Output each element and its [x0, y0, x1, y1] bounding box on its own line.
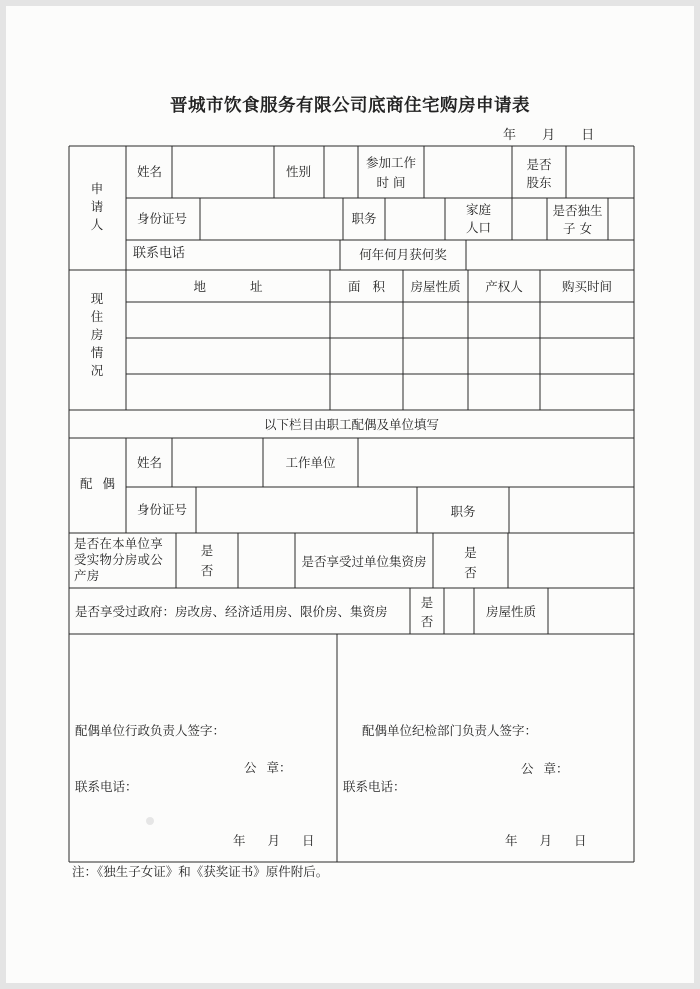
- spouse-name-label: 姓名: [137, 455, 163, 470]
- left-signer-label: 配偶单位行政负责人签字：: [75, 723, 226, 738]
- header-date: 年 月 日: [503, 128, 595, 143]
- q1-no: 否: [200, 563, 214, 578]
- applicant-gender-label: 性别: [286, 164, 312, 179]
- work-time-label-line2: 时 间: [376, 175, 406, 190]
- footnote: 注：《独生子女证》和《获奖证书》原件附后。: [72, 864, 329, 879]
- spouse-section-label: 配 偶: [80, 476, 115, 491]
- housing-col-address: 地 址: [193, 279, 263, 294]
- housing-section-label: 现住房情况: [90, 291, 104, 378]
- only-child-label-line1: 是否独生: [552, 203, 603, 218]
- q1-yes: 是: [200, 543, 214, 558]
- spouse-note: 以下栏目由职工配偶及单位填写: [263, 417, 439, 432]
- applicant-position-label: 职务: [351, 211, 377, 226]
- q2-yes: 是: [464, 545, 477, 560]
- q1-text: 是否在本单位享受实物分房或公产房: [74, 536, 163, 583]
- form-title: 晋城市饮食服务有限公司底商住宅购房申请表: [170, 96, 530, 116]
- left-phone-label: 联系电话：: [75, 779, 138, 794]
- right-phone-label: 联系电话：: [343, 779, 406, 794]
- shareholder-label-line2: 股东: [526, 175, 552, 190]
- award-label: 何年何月获何奖: [359, 247, 447, 262]
- q2-no: 否: [464, 565, 477, 580]
- applicant-id-label: 身份证号: [137, 211, 188, 226]
- applicant-section-label: 申请人: [90, 181, 104, 232]
- housing-col-nature: 房屋性质: [410, 279, 461, 294]
- q3-no: 否: [420, 614, 434, 629]
- paper-speck: [146, 817, 154, 825]
- right-seal-label: 公 章：: [521, 761, 569, 776]
- spouse-work-unit-label: 工作单位: [285, 455, 336, 470]
- spouse-position-label: 职务: [450, 504, 476, 519]
- applicant-phone-label: 联系电话: [133, 246, 186, 261]
- family-label-line1: 家庭: [465, 202, 491, 217]
- housing-col-area: 面 积: [348, 279, 385, 294]
- right-signer-label: 配偶单位纪检部门负责人签字：: [362, 723, 538, 738]
- shareholder-label-line1: 是否: [526, 157, 552, 172]
- q3-yes: 是: [420, 595, 434, 610]
- q3-nature-label: 房屋性质: [485, 604, 536, 619]
- only-child-label-line2: 子 女: [563, 221, 592, 236]
- housing-col-owner: 产权人: [485, 279, 523, 294]
- right-sign-date: 年 月 日: [505, 833, 587, 848]
- left-seal-label: 公 章：: [244, 760, 292, 775]
- housing-col-purchase-date: 购买时间: [561, 279, 612, 294]
- q3-text: 是否享受过政府：房改房、经济适用房、限价房、集资房: [75, 604, 388, 619]
- q2-text: 是否享受过单位集资房: [301, 554, 427, 569]
- work-time-label-line1: 参加工作: [365, 155, 416, 170]
- left-sign-date: 年 月 日: [233, 833, 315, 848]
- spouse-id-label: 身份证号: [137, 502, 188, 517]
- applicant-name-label: 姓名: [137, 164, 163, 179]
- family-label-line2: 人口: [465, 220, 491, 235]
